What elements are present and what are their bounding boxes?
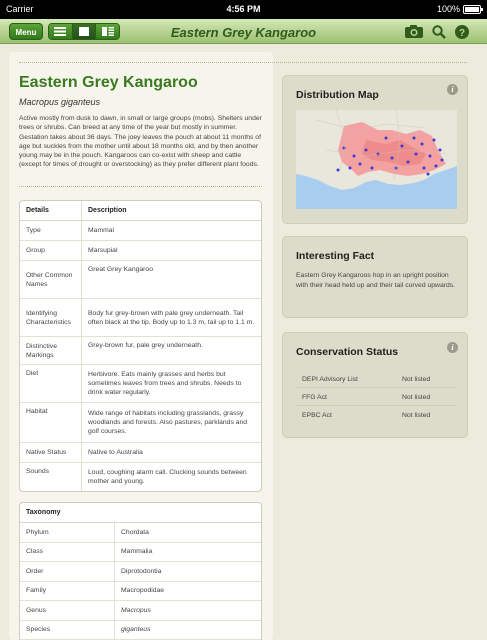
table-header — [20, 201, 261, 221]
search-icon[interactable] — [430, 23, 448, 40]
fact-text: Eastern Grey Kangaroos hop in an upright position with their head held up and their tail curved upwards. — [296, 272, 456, 289]
table-row — [20, 601, 261, 621]
species-common-name: Eastern Grey Kangaroo — [19, 74, 198, 91]
table-row — [20, 443, 261, 463]
distribution-title: Distribution Map — [296, 89, 379, 101]
row-value: Great Grey Kangaroo — [88, 266, 153, 273]
row-label: Genus — [20, 601, 115, 620]
row-value: Native to Australia — [88, 449, 143, 456]
species-description: Active mostly from dusk to dawn, in small or large groups (mobs). Shelters under trees or shrubs. Can breed at any time of the year but mostly in summer. Gestation takes about 36 days. The joey leaves the pouch at about 11 months of age but suckles from the mother until about 18 months old, and by then another young may be in the pouch. Kangaroos can co-exist with sheep and cattle (except for times of drought or overstocking) as they prefer different plant foods. — [19, 115, 262, 169]
conservation-row — [296, 407, 457, 424]
table-row — [20, 337, 261, 365]
taxonomy-table — [19, 502, 262, 640]
table-row — [20, 261, 261, 299]
row-value: Grey-brown fur, pale grey underneath. — [88, 342, 203, 349]
details-table — [19, 200, 262, 492]
table-row — [20, 582, 261, 602]
help-icon[interactable] — [453, 23, 471, 40]
row-label: Other Common Names — [20, 261, 82, 298]
page-title: Eastern Grey Kangaroo — [170, 25, 317, 40]
species-scientific-name: Macropus giganteus — [19, 97, 101, 107]
battery-indicator — [437, 4, 481, 14]
table-row — [20, 543, 261, 563]
menu-button[interactable]: Menu — [9, 23, 43, 40]
row-value: Wide range of habitats including grasslands, grassy woodlands and forests. Also pastures, parklands and golf courses. — [88, 410, 248, 435]
conservation-title: Conservation Status — [296, 346, 399, 358]
row-label: Distinctive Markings — [20, 337, 82, 364]
distribution-map[interactable] — [296, 110, 457, 209]
row-value: Mammalia — [121, 548, 153, 556]
details-header: Details — [20, 201, 82, 220]
row-value: Loud, coughing alarm call. Clucking sounds between mother and young. — [88, 469, 247, 485]
row-value: Diprotodontia — [121, 567, 162, 575]
row-value: Body fur grey-brown with pale grey underneath. Tail often black at the tip. Body up to 1.3 m, tail up to 1.1 m. — [88, 309, 255, 326]
row-label: Native Status — [20, 443, 82, 462]
status-list-name: FFG Act — [302, 394, 327, 401]
row-label: Species — [20, 621, 115, 640]
table-row — [20, 403, 261, 443]
row-label: Class — [20, 543, 115, 562]
battery-percent: 100% — [436, 4, 460, 14]
row-value: Macropus — [121, 606, 151, 614]
status-value: Not listed — [402, 376, 431, 383]
row-value: Marsupial — [88, 247, 118, 254]
carrier-label: Carrier — [6, 4, 34, 14]
table-row — [20, 221, 261, 241]
camera-icon[interactable] — [405, 23, 423, 40]
row-label: Family — [20, 582, 115, 601]
row-label: Diet — [20, 365, 82, 402]
table-row — [20, 523, 261, 543]
status-bar — [0, 0, 487, 19]
svg-text:?: ? — [458, 27, 466, 39]
row-label: Identifying Characteristics — [20, 299, 82, 336]
table-row — [20, 241, 261, 261]
row-label: Phylum — [20, 523, 115, 542]
row-label: Group — [20, 241, 82, 260]
divider — [19, 62, 467, 63]
conservation-row — [296, 389, 457, 406]
row-value: Mammal — [88, 227, 115, 234]
nav-bar — [0, 19, 487, 44]
row-label: Type — [20, 221, 82, 240]
row-value: Chordata — [121, 528, 149, 536]
info-icon[interactable]: i — [447, 342, 458, 353]
description-header: Description — [88, 207, 127, 214]
row-value: Herbivore. Eats mainly grasses and herbs but sometimes leaves from trees and shrubs. Needs to drink water regularly. — [88, 371, 242, 396]
status-value: Not listed — [402, 412, 431, 419]
row-label: Sounds — [20, 463, 82, 491]
divider — [19, 186, 262, 187]
status-value: Not listed — [402, 394, 431, 401]
table-row — [20, 365, 261, 403]
table-row — [20, 621, 261, 640]
info-icon[interactable]: i — [447, 84, 458, 95]
taxonomy-header: Taxonomy — [20, 503, 261, 523]
row-value: giganteus — [121, 626, 151, 634]
status-list-name: DEPI Advisory List — [302, 376, 358, 383]
fact-title: Interesting Fact — [296, 250, 375, 262]
table-row — [20, 463, 261, 491]
battery-icon — [463, 5, 481, 14]
row-label: Order — [20, 562, 115, 581]
row-label: Habitat — [20, 403, 82, 442]
table-row — [20, 562, 261, 582]
row-value: Macropodidae — [121, 587, 165, 595]
clock: 4:56 PM — [226, 4, 261, 14]
conservation-row — [296, 371, 457, 388]
status-list-name: EPBC Act — [302, 412, 332, 419]
table-row — [20, 299, 261, 337]
